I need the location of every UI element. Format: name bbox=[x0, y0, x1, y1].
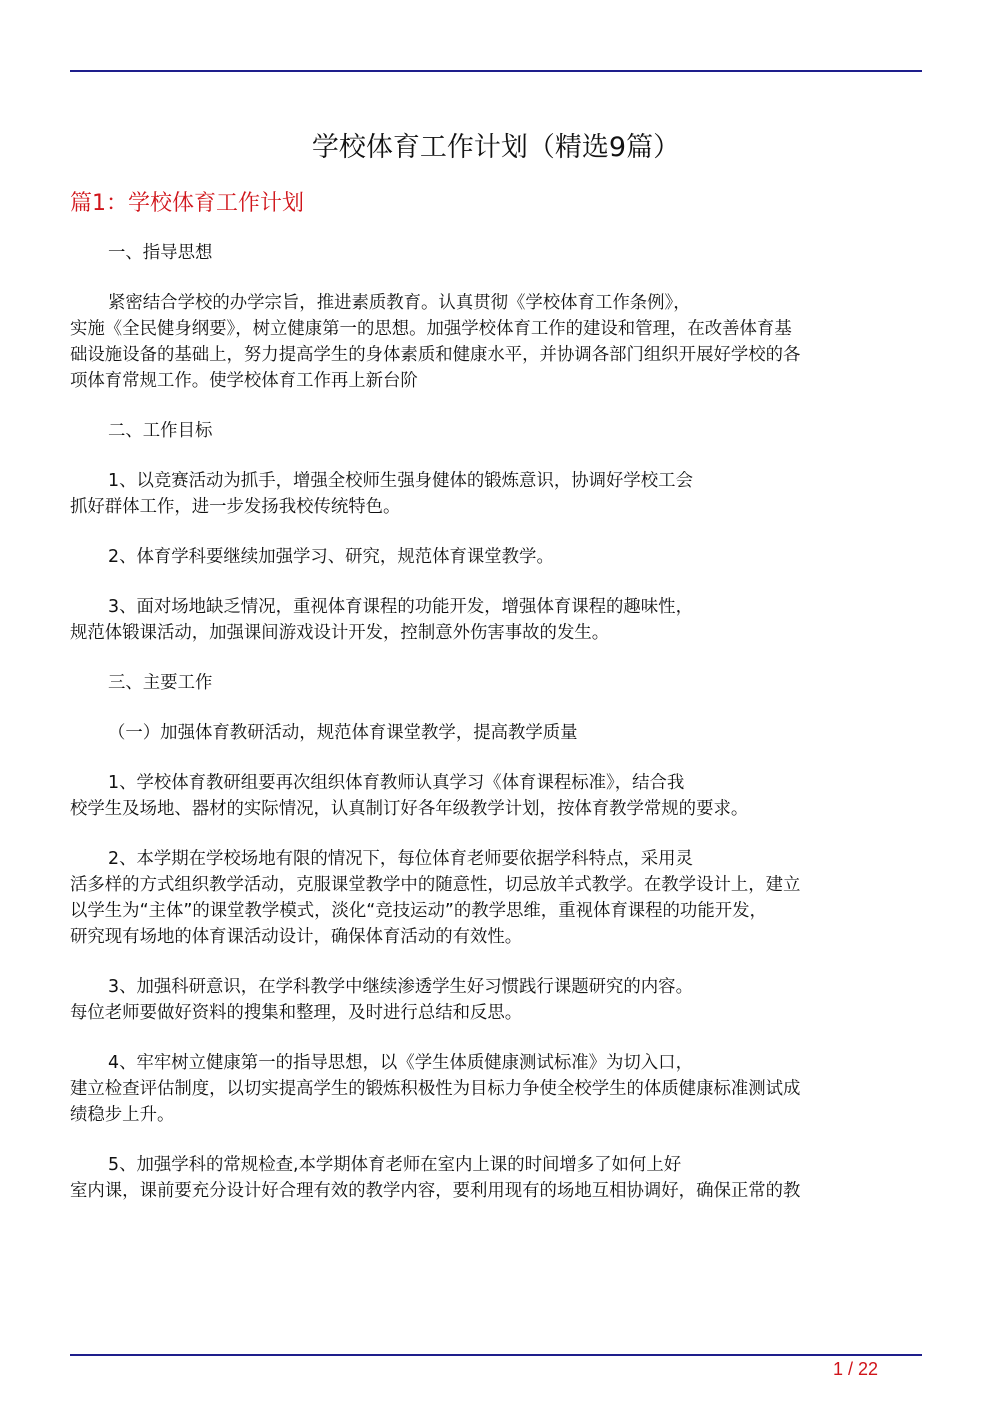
paragraph-line: 研究现有场地的体育课活动设计，确保体育活动的有效性。 bbox=[70, 927, 523, 947]
paragraph-line: 活多样的方式组织教学活动，克服课堂教学中的随意性，切忌放羊式教学。在教学设计上，建立 bbox=[70, 875, 801, 895]
paragraph-line: 3、面对场地缺乏情况，重视体育课程的功能开发，增强体育课程的趣味性， bbox=[108, 597, 693, 617]
paragraph-line: 3、加强科研意识，在学科教学中继续渗透学生好习惯践行课题研究的内容。 bbox=[108, 977, 693, 997]
page-number: 1 / 22 bbox=[832, 1359, 878, 1379]
heading-guiding-thought: 一、指导思想 bbox=[108, 243, 213, 263]
paragraph-line: 础设施设备的基础上，努力提高学生的身体素质和健康水平，并协调各部门组织开展好学校的各 bbox=[70, 345, 801, 365]
paragraph-line: 项体育常规工作。使学校体育工作再上新台阶 bbox=[70, 371, 418, 391]
paragraph-line: 校学生及场地、器材的实际情况，认真制订好各年级教学计划，按体育教学常规的要求。 bbox=[70, 799, 749, 819]
subheading-teaching-research: （一）加强体育教研活动，规范体育课堂教学，提高教学质量 bbox=[108, 723, 578, 743]
paragraph-line: 每位老师要做好资料的搜集和整理，及时进行总结和反思。 bbox=[70, 1003, 523, 1023]
paragraph-line: 建立检查评估制度，以切实提高学生的锻炼积极性为目标力争使全校学生的体质健康标准测试成 bbox=[70, 1079, 801, 1099]
paragraph-line: 规范体锻课活动，加强课间游戏设计开发，控制意外伤害事故的发生。 bbox=[70, 623, 610, 643]
paragraph-line: 绩稳步上升。 bbox=[70, 1105, 175, 1125]
heading-work-goals: 二、工作目标 bbox=[108, 421, 213, 441]
paragraph-line: 抓好群体工作，进一步发扬我校传统特色。 bbox=[70, 497, 401, 517]
paragraph-line: 紧密结合学校的办学宗旨，推进素质教育。认真贯彻《学校体育工作条例》， bbox=[108, 293, 691, 313]
section-title: 篇1：学校体育工作计划 bbox=[70, 191, 304, 216]
document-body bbox=[70, 240, 922, 1260]
paragraph-line: 1、学校体育教研组要再次组织体育教师认真学习《体育课程标准》，结合我 bbox=[108, 773, 685, 793]
paragraph-line: 2、体育学科要继续加强学习、研究，规范体育课堂教学。 bbox=[108, 547, 554, 567]
document-title: 学校体育工作计划（精选9篇） bbox=[311, 132, 681, 163]
bottom-rule bbox=[70, 1354, 922, 1356]
paragraph-line: 实施《全民健身纲要》，树立健康第一的思想。加强学校体育工作的建设和管理，在改善体育基 bbox=[70, 319, 792, 339]
top-rule bbox=[70, 70, 922, 72]
heading-main-work: 三、主要工作 bbox=[108, 673, 213, 693]
paragraph-line: 1、以竞赛活动为抓手，增强全校师生强身健体的锻炼意识，协调好学校工会 bbox=[108, 471, 693, 491]
paragraph-line: 室内课，课前要充分设计好合理有效的教学内容，要利用现有的场地互相协调好，确保正常的教 bbox=[70, 1181, 801, 1201]
paragraph-line: 2、本学期在学校场地有限的情况下，每位体育老师要依据学科特点，采用灵 bbox=[108, 849, 693, 869]
paragraph-line: 4、牢牢树立健康第一的指导思想，以《学生体质健康测试标准》为切入口， bbox=[108, 1053, 693, 1073]
paragraph-line: 5、加强学科的常规检查,本学期体育老师在室内上课的时间增多了如何上好 bbox=[108, 1155, 682, 1175]
paragraph-line: 以学生为“主体”的课堂教学模式，淡化“竞技运动”的教学思维，重视体育课程的功能开发， bbox=[70, 901, 767, 921]
